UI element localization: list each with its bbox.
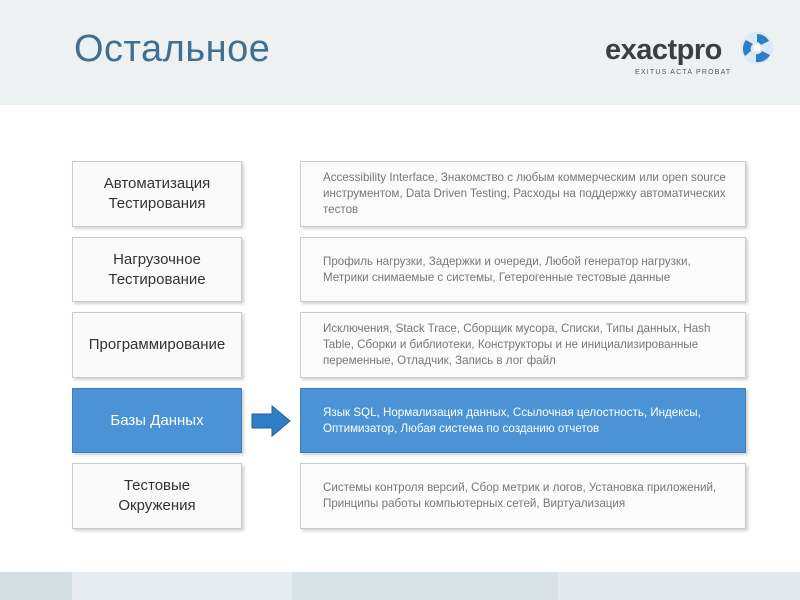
footer-segment [72,572,292,600]
topic-test-environments-details: Системы контроля версий, Сбор метрик и логов, Установка приложений, Принципы работы компьютерных сетей, Виртуализация [300,463,746,529]
logo-wordmark: exactpro [605,34,722,66]
topic-automation-testing-details: Accessibility Interface, Знакомство с любым коммерческим или open source инструментом, Data Driven Testing, Расходы на поддержку автоматических тестов [300,161,746,227]
topic-programming: Программирование [72,312,242,378]
company-logo [605,26,780,86]
footer-segment [558,572,800,600]
topic-test-environments: Тестовые Окружения [72,463,242,529]
triskelion-logo-icon [739,30,775,66]
logo-tagline: EXITUS ACTA PROBAT [635,69,732,76]
topic-databases-details: Язык SQL, Нормализация данных, Ссылочная целостность, Индексы, Оптимизатор, Любая система по созданию отчетов [300,388,746,453]
footer-segment [0,572,72,600]
topic-programming-details: Исключения, Stack Trace, Сборщик мусора, Списки, Типы данных, Hash Table, Сборки и библиотеки, Конструкторы и не инициализированные переменные, Отладчик, Запись в лог файл [300,312,746,378]
topic-load-testing: Нагрузочное Тестирование [72,237,242,302]
topic-automation-testing: Автоматизация Тестирования [72,161,242,227]
topic-databases: Базы Данных [72,388,242,453]
footer-segment [292,572,558,600]
right-arrow-icon [250,404,292,438]
page-title: Остальное [74,28,271,70]
footer-band [0,572,800,600]
topic-load-testing-details: Профиль нагрузки, Задержки и очереди, Любой генератор нагрузки, Метрики снимаемые с системы, Гетерогенные тестовые данные [300,237,746,302]
